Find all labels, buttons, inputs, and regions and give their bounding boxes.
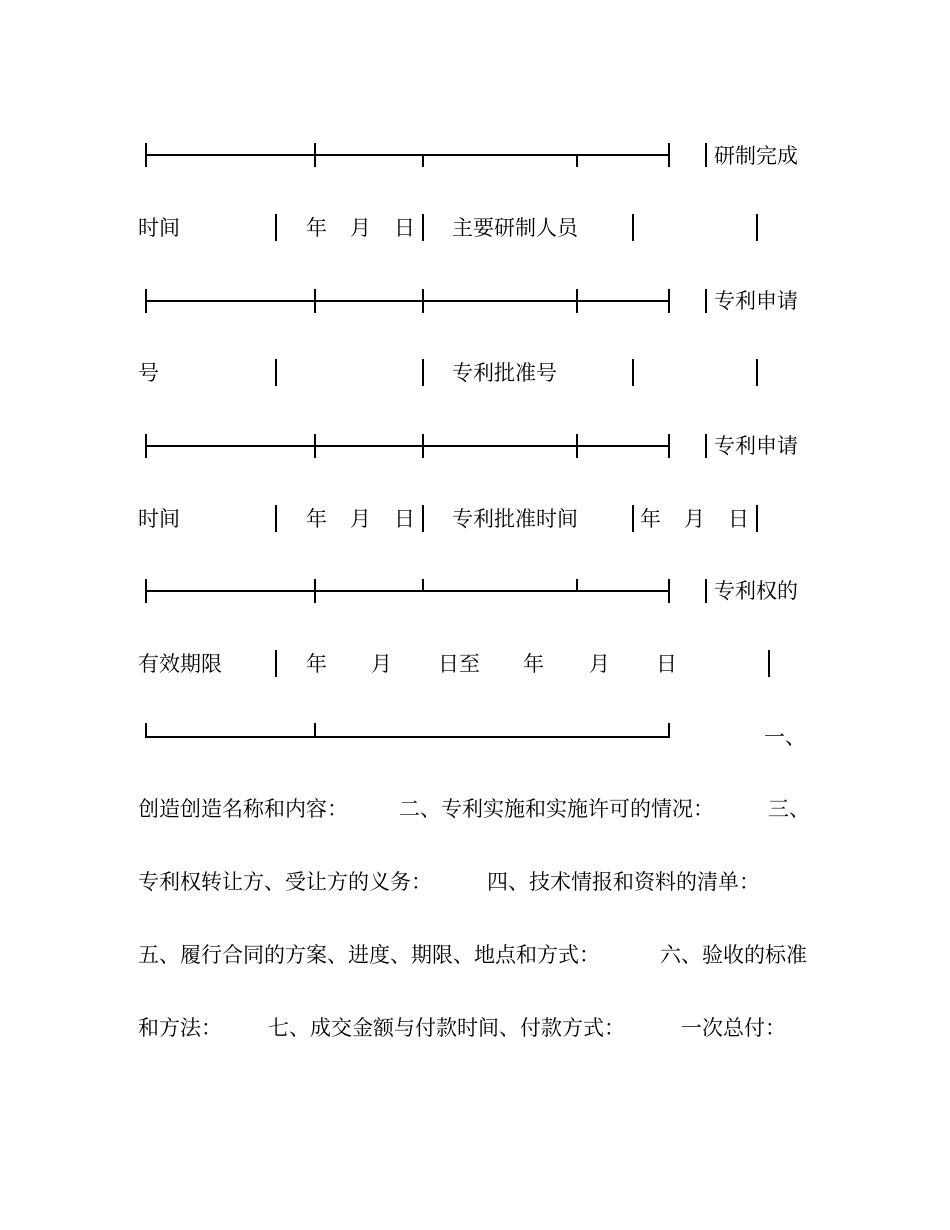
table-rule-line xyxy=(422,155,424,167)
body-text: 四、技术情报和资料的清单： xyxy=(487,870,760,894)
date-day: 日 xyxy=(728,507,749,531)
table-rule-line xyxy=(275,214,277,241)
table-rule-line xyxy=(705,289,707,313)
table-rule-line xyxy=(668,579,670,603)
body-text: 三、 xyxy=(768,797,810,821)
table-rule-line xyxy=(145,289,147,313)
label-patent-application: 专利申请 xyxy=(714,289,798,313)
table-rule-line xyxy=(146,736,670,738)
date-from-month: 月 xyxy=(371,652,392,676)
table-rule-line xyxy=(422,434,424,458)
date-to-year: 年 xyxy=(523,652,544,676)
table-rule-line xyxy=(314,434,316,458)
body-text: 五、履行合同的方案、进度、期限、地点和方式： xyxy=(138,943,600,967)
body-text: 六、验收的标准 xyxy=(660,943,807,967)
table-rule-line xyxy=(275,359,277,386)
table-rule-line xyxy=(768,650,770,677)
table-rule-line xyxy=(668,289,670,313)
label-patent-application-2: 专利申请 xyxy=(714,434,798,458)
date-from-year: 年 xyxy=(306,652,327,676)
label-patent-approval-time: 专利批准时间 xyxy=(452,507,578,531)
label-time: 时间 xyxy=(138,216,180,240)
date-day: 日 xyxy=(394,507,415,531)
table-rule-line xyxy=(314,143,316,167)
table-rule-line xyxy=(422,289,424,313)
table-rule-line xyxy=(756,214,758,241)
date-to-day: 日 xyxy=(656,652,677,676)
table-rule-line xyxy=(275,650,277,677)
body-text: 一次总付： xyxy=(681,1016,786,1040)
table-rule-line xyxy=(145,723,147,738)
table-rule-line xyxy=(576,155,578,167)
table-rule-line xyxy=(146,154,670,156)
date-year: 年 xyxy=(306,216,327,240)
table-rule-line xyxy=(668,143,670,167)
body-text: 专利权转让方、受让方的义务： xyxy=(138,870,432,894)
label-main-developers: 主要研制人员 xyxy=(452,216,578,240)
table-rule-line xyxy=(668,723,670,738)
table-rule-line xyxy=(705,579,707,603)
table-rule-line xyxy=(632,505,634,532)
label-patent-right: 专利权的 xyxy=(714,579,798,603)
table-rule-line xyxy=(422,579,424,591)
date-to-month: 月 xyxy=(589,652,610,676)
table-rule-line xyxy=(705,143,707,167)
table-rule-line xyxy=(632,359,634,386)
table-rule-line xyxy=(145,434,147,458)
section-number-1: 一、 xyxy=(764,725,806,749)
table-rule-line xyxy=(422,359,424,386)
date-month: 月 xyxy=(350,216,371,240)
date-from-day: 日至 xyxy=(438,652,480,676)
table-rule-line xyxy=(422,214,424,241)
label-time-2: 时间 xyxy=(138,507,180,531)
table-rule-line xyxy=(576,434,578,458)
label-patent-approval-number: 专利批准号 xyxy=(452,361,557,385)
label-completion: 研制完成 xyxy=(714,144,798,168)
body-text: 创造创造名称和内容： xyxy=(138,797,348,821)
table-rule-line xyxy=(146,590,670,592)
table-rule-line xyxy=(576,289,578,313)
body-text: 七、成交金额与付款时间、付款方式： xyxy=(268,1016,625,1040)
table-rule-line xyxy=(145,579,147,603)
table-rule-line xyxy=(632,214,634,241)
date-day: 日 xyxy=(394,216,415,240)
body-text: 二、专利实施和实施许可的情况： xyxy=(399,797,714,821)
table-rule-line xyxy=(146,300,670,302)
table-rule-line xyxy=(422,505,424,532)
table-rule-line xyxy=(705,434,707,458)
table-rule-line xyxy=(756,505,758,532)
table-rule-line xyxy=(668,434,670,458)
table-rule-line xyxy=(576,579,578,591)
table-rule-line xyxy=(756,359,758,386)
date-month: 月 xyxy=(684,507,705,531)
date-year: 年 xyxy=(306,507,327,531)
table-rule-line xyxy=(314,723,316,738)
date-year: 年 xyxy=(640,507,661,531)
table-rule-line xyxy=(145,143,147,167)
table-rule-line xyxy=(314,289,316,313)
label-validity-period: 有效期限 xyxy=(138,652,222,676)
date-month: 月 xyxy=(350,507,371,531)
label-number: 号 xyxy=(138,361,159,385)
table-rule-line xyxy=(146,445,670,447)
table-rule-line xyxy=(314,579,316,603)
table-rule-line xyxy=(275,505,277,532)
body-text: 和方法： xyxy=(138,1016,222,1040)
